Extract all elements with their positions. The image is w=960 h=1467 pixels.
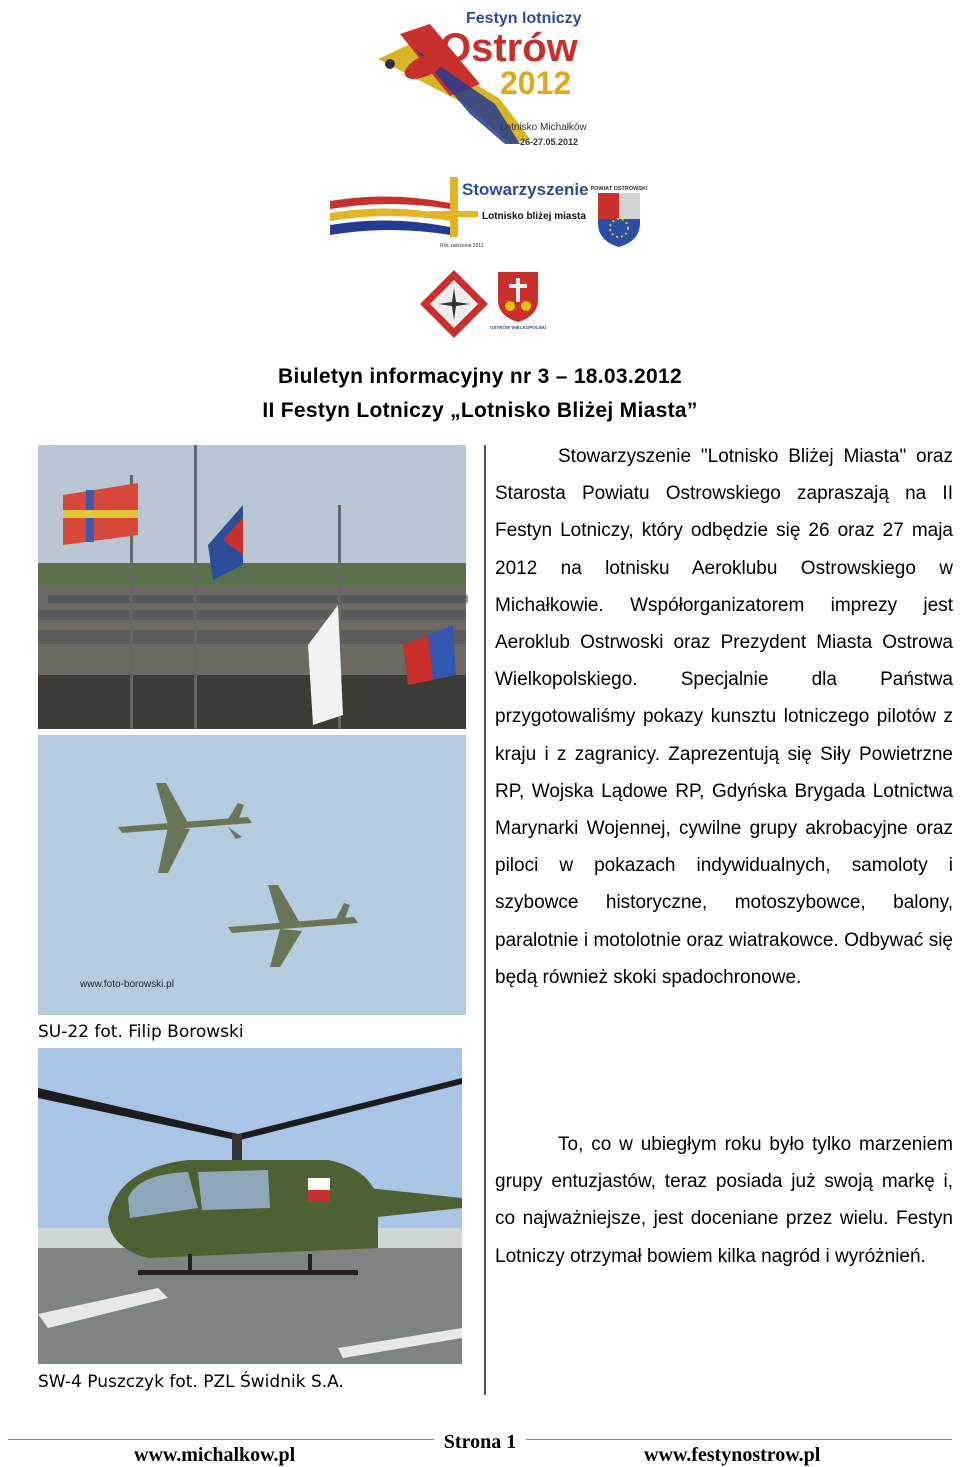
article-paragraph-1: Stowarzyszenie "Lotnisko Bliżej Miasta" oraz Starosta Powiatu Ostrowskiego zapraszają na II Festyn Lotniczy, który odbędzie się 26 oraz 27 maja 2012 na lotnisku Aeroklubu Ostrowskiego w Michałkowie. Współorganizatorem imprezy jest Aeroklub Ostrwoski oraz Prezydent Miasta Ostrowa Wielkopolskiego. Specjalnie dla Państwa przygotowaliśmy pokazy kunsztu lotniczego pilotów z kraju i z zagranicy. Zaprezentują się Siły Powietrzne RP, Wojska Lądowe RP, Gdyńska Brygada Lotnictwa Marynarki Wojennej, cywilne grupy akrobacyjne oraz piloci w pokazach indywidualnych, samoloty i szybowce historyczne, motoszybowce, balony, paralotnie i motolotnie oraz wiatrakowce. Odbywać się będą również skoki spadochronowe. [495, 446, 953, 988]
festival-title: II Festyn Lotniczy „Lotnisko Bliżej Miasta” [262, 399, 698, 422]
aeroclub-logo [420, 270, 488, 338]
association-subtitle: Lotnisko bliżej miasta [482, 211, 586, 222]
festyn-logo-line4: Lotnisko Michałków [500, 122, 587, 133]
footer-link-michalkow[interactable]: www.michalkow.pl [134, 1444, 296, 1466]
airfield-flags-photo [38, 445, 466, 729]
powiat-label: POWIAT OSTROWSKI [590, 186, 648, 192]
ostrow-label: OSTRÓW WIELKOPOLSKI [489, 325, 547, 330]
bulletin-title: Biuletyn informacyjny nr 3 – 18.03.2012 [278, 365, 682, 388]
festyn-logo-line2: Ostrów [440, 26, 578, 70]
sw4-helicopter-photo [38, 1048, 462, 1364]
page-number-label: Strona 1 [434, 1431, 526, 1453]
article-paragraph-2: To, co w ubiegłym roku było tylko marzeniem grupy entuzjastów, teraz posiada już swoją markę i, co najważniejsze, jest doceniane przez wielu. Festyn Lotniczy otrzymał bowiem kilka nagród i wyróżnień. [495, 1134, 953, 1267]
festyn-logo-line1: Festyn lotniczy [466, 10, 582, 27]
association-logo [330, 173, 589, 253]
festyn-logo-line5: 26-27.05.2012 [520, 137, 579, 147]
photo-caption-sw4: SW-4 Puszczyk fot. PZL Świdnik S.A. [38, 1372, 344, 1392]
photo-caption-su22: SU-22 fot. Filip Borowski [38, 1022, 244, 1042]
su22-jets-photo [38, 735, 466, 1015]
powiat-coat-of-arms [590, 183, 648, 249]
festyn-logo [370, 4, 590, 154]
column-divider [484, 445, 486, 1395]
festyn-logo-line3: 2012 [500, 65, 572, 101]
association-name: Stowarzyszenie [462, 180, 589, 199]
article-column-2 [495, 1126, 953, 1275]
article-column-1 [495, 438, 953, 996]
ostrow-coat-of-arms [489, 270, 547, 336]
photo-watermark: www.foto-borowski.pl [80, 979, 174, 990]
footer-link-festynostrow[interactable]: www.festynostrow.pl [644, 1444, 821, 1466]
association-founded: Rok założenia 2011 [440, 243, 484, 249]
